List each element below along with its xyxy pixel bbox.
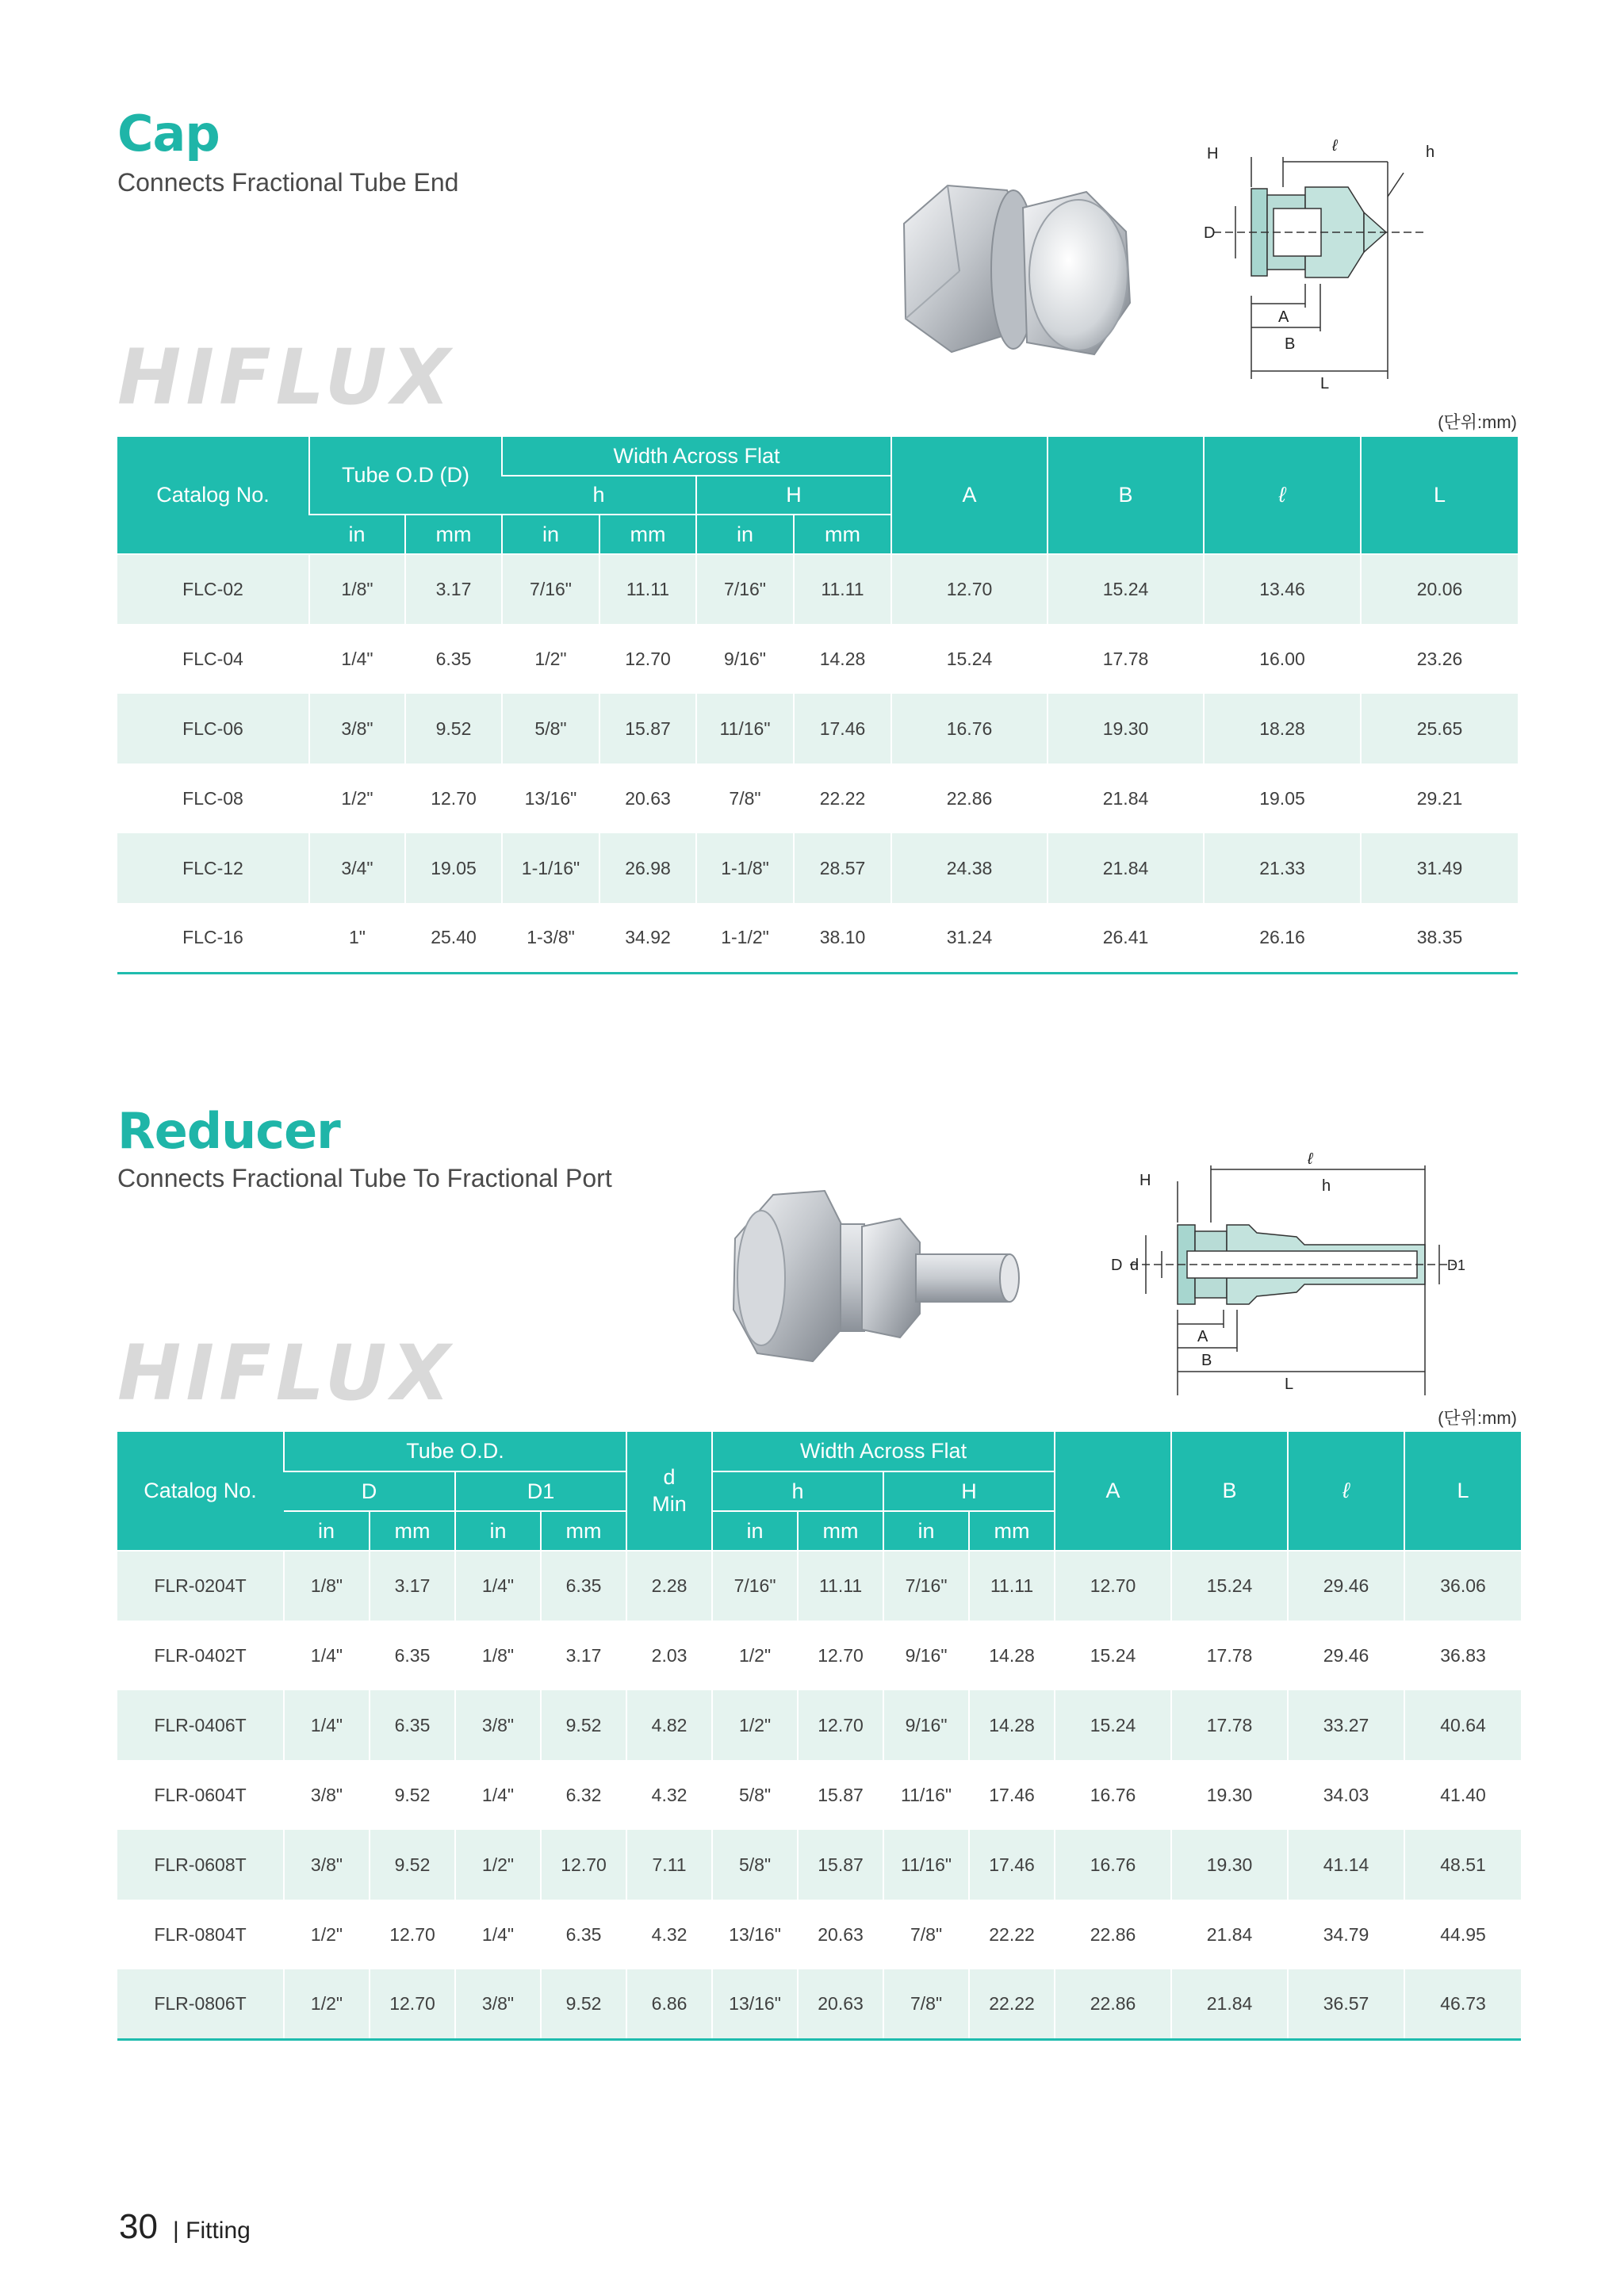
table-cell: 25.65: [1361, 694, 1518, 763]
table-cell: 1/2": [502, 624, 599, 694]
table-cell: 17.78: [1171, 1621, 1288, 1690]
catalog-number-cell: FLR-0604T: [117, 1760, 284, 1830]
table-cell: 15.87: [798, 1760, 883, 1830]
table-cell: 6.32: [541, 1760, 626, 1830]
table-cell: 5/8": [712, 1830, 798, 1900]
table-cell: 6.35: [370, 1621, 455, 1690]
table-cell: 17.46: [794, 694, 891, 763]
table-cell: 40.64: [1404, 1690, 1521, 1760]
table-cell: 7.11: [626, 1830, 712, 1900]
table-cell: 12.70: [1055, 1551, 1171, 1621]
table-cell: 3.17: [370, 1551, 455, 1621]
table-cell: 11/16": [883, 1830, 969, 1900]
table-cell: 9.52: [405, 694, 502, 763]
table-cell: 22.22: [794, 763, 891, 833]
table-row: [117, 903, 1518, 973]
reducer-header-D: D: [284, 1471, 455, 1511]
table-cell: 13/16": [502, 763, 599, 833]
catalog-number-cell: FLR-0402T: [117, 1621, 284, 1690]
table-cell: 7/16": [883, 1551, 969, 1621]
catalog-number-cell: FLC-02: [117, 554, 309, 624]
table-cell: 1/2": [284, 1900, 370, 1969]
table-cell: 12.70: [541, 1830, 626, 1900]
table-cell: 1/2": [712, 1690, 798, 1760]
table-cell: 15.24: [1048, 554, 1204, 624]
table-cell: 6.35: [405, 624, 502, 694]
table-cell: 14.28: [969, 1621, 1055, 1690]
table-cell: 11.11: [798, 1551, 883, 1621]
table-cell: 36.06: [1404, 1551, 1521, 1621]
reducer-drawing-label-B: B: [1201, 1352, 1212, 1369]
table-cell: 11.11: [794, 554, 891, 624]
table-cell: 12.70: [370, 1900, 455, 1969]
table-row: [117, 833, 1518, 903]
table-cell: 5/8": [712, 1760, 798, 1830]
table-cell: 1-3/8": [502, 903, 599, 973]
catalog-number-cell: FLR-0806T: [117, 1969, 284, 2039]
table-row: [117, 1969, 1521, 2039]
cap-watermark-logo: HIFLUX: [117, 333, 455, 422]
cap-drawing-label-A: A: [1278, 308, 1289, 326]
reducer-dimension-drawing: [1098, 1134, 1471, 1400]
table-cell: 22.22: [969, 1900, 1055, 1969]
table-cell: 3/8": [309, 694, 405, 763]
table-cell: 17.46: [969, 1760, 1055, 1830]
reducer-header-mm: mm: [541, 1511, 626, 1551]
table-cell: 12.70: [405, 763, 502, 833]
table-cell: 5/8": [502, 694, 599, 763]
table-cell: 11/16": [696, 694, 794, 763]
cap-header-B: B: [1048, 437, 1204, 554]
table-cell: 1-1/8": [696, 833, 794, 903]
table-cell: 1-1/2": [696, 903, 794, 973]
table-cell: 20.63: [798, 1969, 883, 2039]
catalog-number-cell: FLR-0804T: [117, 1900, 284, 1969]
table-cell: 19.05: [1204, 763, 1361, 833]
table-cell: 1/8": [309, 554, 405, 624]
reducer-header-h: h: [712, 1471, 883, 1511]
table-cell: 1": [309, 903, 405, 973]
table-cell: 21.84: [1048, 763, 1204, 833]
table-cell: 15.87: [798, 1830, 883, 1900]
cap-header-mm: mm: [794, 515, 891, 554]
table-cell: 6.86: [626, 1969, 712, 2039]
cap-drawing-label-H: H: [1207, 145, 1219, 163]
table-cell: 14.28: [794, 624, 891, 694]
table-row: [117, 1690, 1521, 1760]
table-cell: 4.32: [626, 1900, 712, 1969]
table-cell: 9.52: [370, 1830, 455, 1900]
table-cell: 9/16": [883, 1690, 969, 1760]
table-cell: 13/16": [712, 1969, 798, 2039]
table-cell: 38.35: [1361, 903, 1518, 973]
table-cell: 1/2": [284, 1969, 370, 2039]
reducer-header-B: B: [1171, 1432, 1288, 1551]
table-cell: 17.78: [1171, 1690, 1288, 1760]
table-cell: 22.86: [891, 763, 1048, 833]
table-cell: 7/8": [883, 1900, 969, 1969]
reducer-header-H: H: [883, 1471, 1055, 1511]
cap-header-in: in: [309, 515, 405, 554]
table-cell: 1/2": [455, 1830, 541, 1900]
reducer-header-min: Min: [652, 1491, 687, 1516]
table-cell: 1/2": [309, 763, 405, 833]
table-cell: 20.63: [798, 1900, 883, 1969]
table-row: [117, 763, 1518, 833]
table-cell: 19.30: [1048, 694, 1204, 763]
table-cell: 18.28: [1204, 694, 1361, 763]
table-cell: 3/8": [284, 1830, 370, 1900]
table-cell: 2.28: [626, 1551, 712, 1621]
reducer-header-in: in: [284, 1511, 370, 1551]
reducer-drawing-label-D1: D1: [1447, 1257, 1466, 1273]
cap-spec-table: [117, 437, 1518, 974]
table-cell: 19.30: [1171, 1830, 1288, 1900]
reducer-drawing-label-H: H: [1139, 1172, 1151, 1189]
table-cell: 28.57: [794, 833, 891, 903]
table-cell: 21.84: [1171, 1900, 1288, 1969]
reducer-header-in: in: [455, 1511, 541, 1551]
table-cell: 3.17: [541, 1621, 626, 1690]
table-cell: 41.40: [1404, 1760, 1521, 1830]
table-cell: 1/4": [455, 1551, 541, 1621]
table-cell: 1/4": [284, 1690, 370, 1760]
table-cell: 3/8": [284, 1760, 370, 1830]
cap-product-photo: [888, 176, 1142, 374]
table-cell: 3/8": [455, 1969, 541, 2039]
table-cell: 19.05: [405, 833, 502, 903]
cap-header-l: ℓ: [1204, 437, 1361, 554]
table-cell: 9.52: [541, 1690, 626, 1760]
reducer-product-photo: [726, 1175, 1043, 1373]
table-cell: 1/4": [284, 1621, 370, 1690]
table-cell: 33.27: [1288, 1690, 1404, 1760]
table-cell: 15.87: [599, 694, 696, 763]
table-cell: 36.83: [1404, 1621, 1521, 1690]
cap-subtitle: Connects Fractional Tube End: [117, 168, 459, 197]
table-cell: 9/16": [696, 624, 794, 694]
reducer-drawing-label-l: ℓ: [1308, 1150, 1313, 1168]
cap-header-A: A: [891, 437, 1048, 554]
table-row: [117, 554, 1518, 624]
catalog-number-cell: FLR-0406T: [117, 1690, 284, 1760]
table-cell: 41.14: [1288, 1830, 1404, 1900]
table-cell: 12.70: [370, 1969, 455, 2039]
table-cell: 15.24: [1055, 1690, 1171, 1760]
table-cell: 34.79: [1288, 1900, 1404, 1969]
table-cell: 1/4": [455, 1760, 541, 1830]
reducer-header-D1: D1: [455, 1471, 626, 1511]
page-number: 30: [119, 2207, 158, 2246]
table-cell: 3/8": [455, 1690, 541, 1760]
cap-header-mm: mm: [599, 515, 696, 554]
catalog-number-cell: FLC-16: [117, 903, 309, 973]
table-cell: 12.70: [798, 1690, 883, 1760]
reducer-header-catalog: Catalog No.: [117, 1432, 284, 1551]
reducer-drawing-label-L: L: [1285, 1376, 1294, 1393]
cap-header-in: in: [696, 515, 794, 554]
table-cell: 1/8": [284, 1551, 370, 1621]
table-cell: 7/8": [696, 763, 794, 833]
cap-header-catalog: Catalog No.: [117, 437, 309, 554]
table-cell: 38.10: [794, 903, 891, 973]
reducer-header-tube-od: Tube O.D.: [284, 1432, 626, 1471]
cap-header-L: L: [1361, 437, 1518, 554]
cap-drawing-label-l: ℓ: [1332, 137, 1338, 155]
table-cell: 7/16": [712, 1551, 798, 1621]
reducer-title: Reducer: [117, 1102, 340, 1160]
table-cell: 26.98: [599, 833, 696, 903]
table-cell: 13/16": [712, 1900, 798, 1969]
reducer-header-d-min: [626, 1432, 712, 1551]
reducer-header-in: in: [712, 1511, 798, 1551]
table-cell: 15.24: [1171, 1551, 1288, 1621]
table-cell: 11.11: [969, 1551, 1055, 1621]
table-cell: 23.26: [1361, 624, 1518, 694]
reducer-drawing-label-d: d: [1130, 1257, 1139, 1274]
table-cell: 9/16": [883, 1621, 969, 1690]
cap-dimension-drawing: [1189, 133, 1451, 400]
table-cell: 46.73: [1404, 1969, 1521, 2039]
reducer-table-body: [117, 1551, 1521, 2039]
table-cell: 16.76: [1055, 1830, 1171, 1900]
table-cell: 31.49: [1361, 833, 1518, 903]
cap-header-mm: mm: [405, 515, 502, 554]
table-cell: 3/4": [309, 833, 405, 903]
cap-drawing-label-B: B: [1285, 335, 1296, 353]
table-row: [117, 1830, 1521, 1900]
cap-table-body: [117, 554, 1518, 973]
table-cell: 20.63: [599, 763, 696, 833]
table-cell: 4.32: [626, 1760, 712, 1830]
reducer-header-in: in: [883, 1511, 969, 1551]
table-cell: 26.41: [1048, 903, 1204, 973]
table-cell: 2.03: [626, 1621, 712, 1690]
table-row: [117, 1621, 1521, 1690]
table-cell: 29.46: [1288, 1551, 1404, 1621]
table-cell: 16.76: [891, 694, 1048, 763]
table-cell: 1/2": [712, 1621, 798, 1690]
table-cell: 36.57: [1288, 1969, 1404, 2039]
table-cell: 17.46: [969, 1830, 1055, 1900]
reducer-drawing-label-h: h: [1322, 1177, 1331, 1195]
table-cell: 9.52: [541, 1969, 626, 2039]
table-cell: 7/8": [883, 1969, 969, 2039]
table-cell: 44.95: [1404, 1900, 1521, 1969]
table-cell: 6.35: [370, 1690, 455, 1760]
table-cell: 11/16": [883, 1760, 969, 1830]
reducer-drawing-label-D: D: [1111, 1257, 1123, 1274]
catalog-number-cell: FLC-04: [117, 624, 309, 694]
table-cell: 1-1/16": [502, 833, 599, 903]
cap-unit-note: (단위:mm): [1438, 412, 1517, 432]
table-cell: 29.21: [1361, 763, 1518, 833]
table-cell: 21.84: [1048, 833, 1204, 903]
reducer-header-l: ℓ: [1288, 1432, 1404, 1551]
reducer-unit-note: (단위:mm): [1438, 1408, 1517, 1428]
table-cell: 1/8": [455, 1621, 541, 1690]
reducer-subtitle: Connects Fractional Tube To Fractional Port: [117, 1164, 612, 1192]
cap-header-in: in: [502, 515, 599, 554]
table-cell: 16.00: [1204, 624, 1361, 694]
reducer-header-mm: mm: [370, 1511, 455, 1551]
table-row: [117, 624, 1518, 694]
table-cell: 26.16: [1204, 903, 1361, 973]
table-cell: 22.86: [1055, 1969, 1171, 2039]
table-cell: 29.46: [1288, 1621, 1404, 1690]
table-cell: 25.40: [405, 903, 502, 973]
reducer-header-L: L: [1404, 1432, 1521, 1551]
table-cell: 34.03: [1288, 1760, 1404, 1830]
table-cell: 6.35: [541, 1900, 626, 1969]
reducer-drawing-label-A: A: [1197, 1328, 1208, 1345]
cap-drawing-label-h: h: [1426, 144, 1435, 161]
table-row: [117, 1760, 1521, 1830]
table-row: [117, 694, 1518, 763]
table-cell: 12.70: [798, 1621, 883, 1690]
catalog-number-cell: FLR-0608T: [117, 1830, 284, 1900]
reducer-header-width-across-flat: Width Across Flat: [712, 1432, 1055, 1471]
reducer-header-d: d: [663, 1464, 676, 1489]
table-cell: 14.28: [969, 1690, 1055, 1760]
cap-drawing-label-D: D: [1204, 224, 1216, 242]
table-cell: 24.38: [891, 833, 1048, 903]
cap-header-H: H: [696, 476, 891, 515]
catalog-number-cell: FLC-08: [117, 763, 309, 833]
table-cell: 11.11: [599, 554, 696, 624]
table-cell: 7/16": [502, 554, 599, 624]
cap-drawing-label-L: L: [1320, 375, 1330, 392]
table-cell: 22.22: [969, 1969, 1055, 2039]
catalog-number-cell: FLC-06: [117, 694, 309, 763]
table-cell: 12.70: [599, 624, 696, 694]
table-cell: 13.46: [1204, 554, 1361, 624]
table-cell: 7/16": [696, 554, 794, 624]
reducer-header-mm: mm: [798, 1511, 883, 1551]
table-cell: 17.78: [1048, 624, 1204, 694]
footer-section-label: | Fitting: [173, 2218, 251, 2244]
table-cell: 1/4": [455, 1900, 541, 1969]
table-cell: 22.86: [1055, 1900, 1171, 1969]
table-cell: 20.06: [1361, 554, 1518, 624]
table-cell: 4.82: [626, 1690, 712, 1760]
reducer-watermark-logo: HIFLUX: [117, 1329, 455, 1418]
reducer-header-A: A: [1055, 1432, 1171, 1551]
cap-title: Cap: [117, 105, 220, 163]
cap-header-tube-od: Tube O.D (D): [309, 437, 502, 515]
catalog-number-cell: FLC-12: [117, 833, 309, 903]
cap-header-h: h: [502, 476, 696, 515]
reducer-spec-table: [117, 1432, 1521, 2041]
table-cell: 15.24: [891, 624, 1048, 694]
table-row: [117, 1551, 1521, 1621]
table-row: [117, 1900, 1521, 1969]
table-cell: 1/4": [309, 624, 405, 694]
table-cell: 48.51: [1404, 1830, 1521, 1900]
table-cell: 21.84: [1171, 1969, 1288, 2039]
table-cell: 16.76: [1055, 1760, 1171, 1830]
table-cell: 15.24: [1055, 1621, 1171, 1690]
table-cell: 34.92: [599, 903, 696, 973]
table-cell: 19.30: [1171, 1760, 1288, 1830]
table-cell: 12.70: [891, 554, 1048, 624]
table-cell: 21.33: [1204, 833, 1361, 903]
cap-header-width-across-flat: Width Across Flat: [502, 437, 891, 476]
table-cell: 31.24: [891, 903, 1048, 973]
table-cell: 3.17: [405, 554, 502, 624]
table-cell: 9.52: [370, 1760, 455, 1830]
table-cell: 6.35: [541, 1551, 626, 1621]
reducer-header-mm: mm: [969, 1511, 1055, 1551]
catalog-number-cell: FLR-0204T: [117, 1551, 284, 1621]
